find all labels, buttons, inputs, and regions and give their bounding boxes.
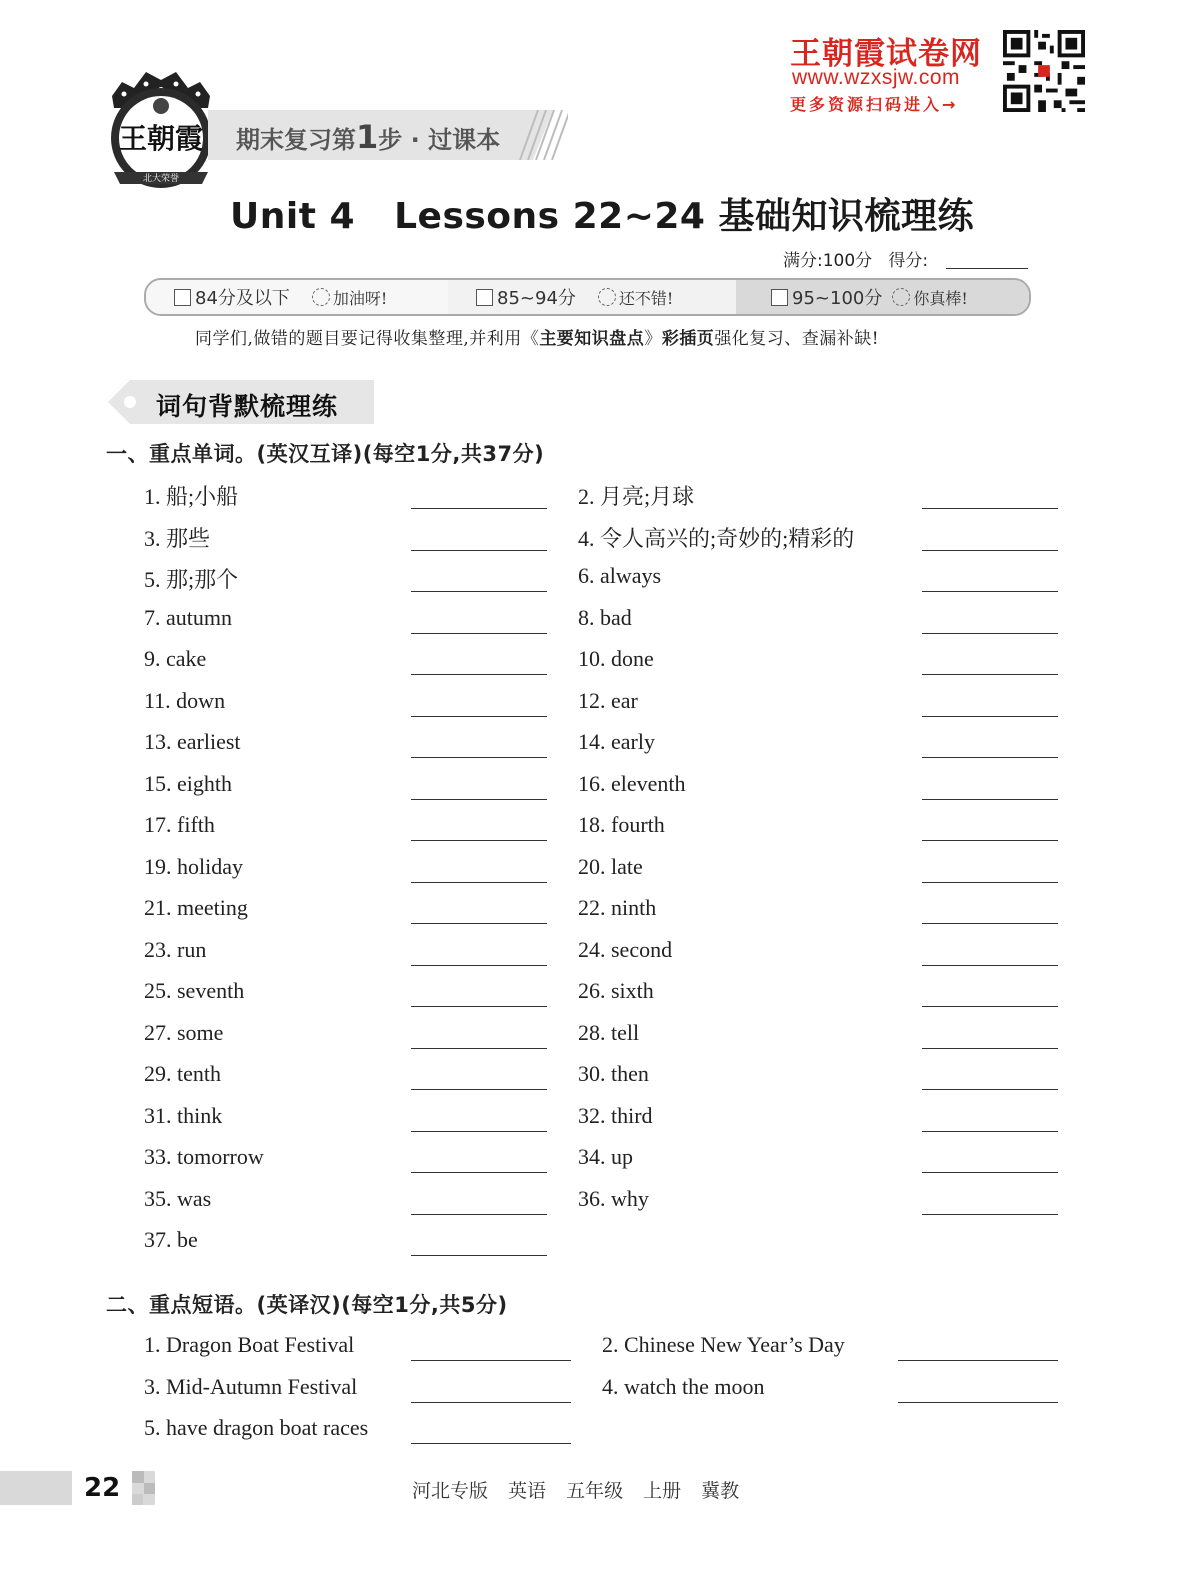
part1-answer-blank[interactable] [922, 757, 1058, 758]
part1-question-label: 21. meeting [144, 895, 248, 920]
part1-answer-blank[interactable] [411, 799, 547, 800]
part1-question-label: 35. was [144, 1185, 212, 1211]
part1-answer-blank[interactable] [411, 633, 547, 634]
part1-question-label: 5. 那;那个 [144, 567, 239, 592]
smile-icon [892, 288, 910, 306]
part1-question-label: 10. done [578, 646, 654, 671]
part1-question-label: 7. autumn [144, 604, 232, 630]
part2-answer-blank[interactable] [411, 1402, 571, 1403]
part2-answer-blank[interactable] [898, 1402, 1058, 1403]
part1-answer-blank[interactable] [922, 550, 1058, 551]
part1-question-label: 9. cake [144, 646, 207, 671]
notice-text: 同学们,做错的题目要记得收集整理,并利用《主要知识盘点》彩插页强化复习、查漏补缺! [195, 329, 880, 349]
part2-heading: 二、重点短语。(英译汉)(每空1分,共5分) [106, 1293, 508, 1317]
part1-answer-blank[interactable] [922, 1214, 1058, 1215]
page-title: Unit 4 Lessons 22~24 基础知识梳理练 [230, 196, 975, 237]
part1-answer-blank[interactable] [922, 882, 1058, 883]
brand-more-text: 更多资源扫码进入→ [790, 95, 959, 114]
part1-answer-blank[interactable] [922, 716, 1058, 717]
part1-answer-blank[interactable] [411, 923, 547, 924]
part1-answer-blank[interactable] [922, 1048, 1058, 1049]
part1-answer-blank[interactable] [411, 1214, 547, 1215]
part2-question-label: 3. Mid-Autumn Festival [144, 1373, 358, 1399]
part2-answer-blank[interactable] [411, 1360, 571, 1361]
part1-question-label: 3. 那些 [144, 525, 211, 551]
section-title: 词句背默梳理练 [156, 392, 339, 421]
part1-question-label: 1. 船;小船 [144, 484, 239, 509]
smile-icon [598, 288, 616, 306]
part1-answer-blank[interactable] [411, 1172, 547, 1173]
part1-answer-blank[interactable] [411, 1006, 547, 1007]
part1-question-label: 24. second [578, 936, 673, 962]
part1-question-label: 12. ear [578, 687, 638, 713]
part1-question-label: 14. early [578, 729, 655, 754]
part2-question-label: 4. watch the moon [602, 1373, 765, 1399]
part1-answer-blank[interactable] [411, 1089, 547, 1090]
part2-question-label: 5. have dragon boat races [144, 1415, 369, 1440]
part1-answer-blank[interactable] [411, 1255, 547, 1256]
part1-answer-blank[interactable] [922, 1131, 1058, 1132]
footer-decoration [132, 1471, 144, 1483]
part1-question-label: 19. holiday [144, 853, 243, 879]
part1-question-label: 18. fourth [578, 812, 665, 837]
part1-question-label: 11. down [144, 687, 226, 713]
part1-question-label: 30. then [578, 1061, 649, 1086]
part1-answer-blank[interactable] [922, 799, 1058, 800]
score-band-mid: 85~94分 还不错! [448, 280, 748, 314]
checkbox[interactable] [174, 289, 191, 306]
part1-question-label: 27. some [144, 1019, 224, 1045]
part1-answer-blank[interactable] [411, 508, 547, 509]
score-band-high: 95~100分 你真棒! [736, 280, 1031, 314]
footer-decoration [132, 1494, 143, 1505]
brand-logo-seal [100, 60, 222, 192]
brand-url[interactable]: www.wzxsjw.com [792, 66, 961, 89]
smile-icon [312, 288, 330, 306]
part1-answer-blank[interactable] [411, 840, 547, 841]
part1-question-label: 22. ninth [578, 895, 657, 920]
part2-question-label: 2. Chinese New Year’s Day [602, 1332, 845, 1357]
score-blank[interactable] [946, 268, 1028, 269]
part1-answer-blank[interactable] [922, 633, 1058, 634]
logo-sub: 北大荣誉 [142, 174, 180, 184]
part1-question-label: 28. tell [578, 1019, 640, 1045]
part1-question-label: 6. always [578, 563, 662, 588]
part1-answer-blank[interactable] [411, 591, 547, 592]
part1-answer-blank[interactable] [922, 591, 1058, 592]
part1-question-label: 36. why [578, 1185, 649, 1211]
part1-answer-blank[interactable] [411, 1131, 547, 1132]
part1-answer-blank[interactable] [411, 550, 547, 551]
score-band-low: 84分及以下 加油呀! [146, 280, 466, 314]
part1-answer-blank[interactable] [922, 674, 1058, 675]
part1-question-label: 37. be [144, 1227, 198, 1252]
part2-question-label: 1. Dragon Boat Festival [144, 1332, 355, 1357]
step-label: 期末复习第1步 · 过课本 [236, 118, 501, 156]
part1-answer-blank[interactable] [922, 1006, 1058, 1007]
part1-answer-blank[interactable] [922, 965, 1058, 966]
part1-answer-blank[interactable] [411, 1048, 547, 1049]
part1-answer-blank[interactable] [922, 923, 1058, 924]
part1-question-label: 4. 令人高兴的;奇妙的;精彩的 [578, 525, 855, 551]
part1-question-label: 34. up [578, 1144, 633, 1169]
logo-text: 王朝霞 [118, 122, 204, 155]
brand-title: 王朝霞试卷网 [790, 36, 982, 72]
part1-question-label: 13. earliest [144, 729, 241, 754]
part2-answer-blank[interactable] [898, 1360, 1058, 1361]
part1-answer-blank[interactable] [922, 1172, 1058, 1173]
part1-question-label: 29. tenth [144, 1061, 221, 1086]
part1-answer-blank[interactable] [922, 1089, 1058, 1090]
part1-question-label: 15. eighth [144, 770, 232, 796]
part1-answer-blank[interactable] [922, 508, 1058, 509]
part1-question-label: 2. 月亮;月球 [578, 484, 695, 509]
part1-question-label: 31. think [144, 1102, 223, 1128]
part1-answer-blank[interactable] [411, 965, 547, 966]
part1-question-label: 23. run [144, 936, 207, 962]
part1-question-label: 8. bad [578, 604, 632, 630]
part1-question-label: 26. sixth [578, 978, 654, 1003]
part2-answer-blank[interactable] [411, 1443, 571, 1444]
part1-question-label: 17. fifth [144, 812, 215, 837]
qr-code-icon[interactable] [1003, 30, 1085, 112]
part1-question-label: 16. eleventh [578, 770, 686, 796]
part1-answer-blank[interactable] [411, 757, 547, 758]
part1-answer-blank[interactable] [411, 882, 547, 883]
part1-question-label: 33. tomorrow [144, 1144, 264, 1169]
part1-question-label: 32. third [578, 1102, 653, 1128]
score-info: 满分:100分 得分: [783, 251, 929, 271]
checkbox[interactable] [771, 289, 788, 306]
footer-decoration [144, 1483, 155, 1494]
checkbox[interactable] [476, 289, 493, 306]
part1-question-label: 20. late [578, 853, 643, 879]
score-band [144, 278, 1031, 316]
page-number: 22 [84, 1473, 121, 1503]
footer-info: 河北专版 英语 五年级 上册 冀教 [412, 1480, 740, 1502]
part1-heading: 一、重点单词。(英汉互译)(每空1分,共37分) [106, 442, 545, 466]
part1-answer-blank[interactable] [411, 716, 547, 717]
part1-question-label: 25. seventh [144, 978, 245, 1003]
part1-answer-blank[interactable] [411, 674, 547, 675]
part1-answer-blank[interactable] [922, 840, 1058, 841]
